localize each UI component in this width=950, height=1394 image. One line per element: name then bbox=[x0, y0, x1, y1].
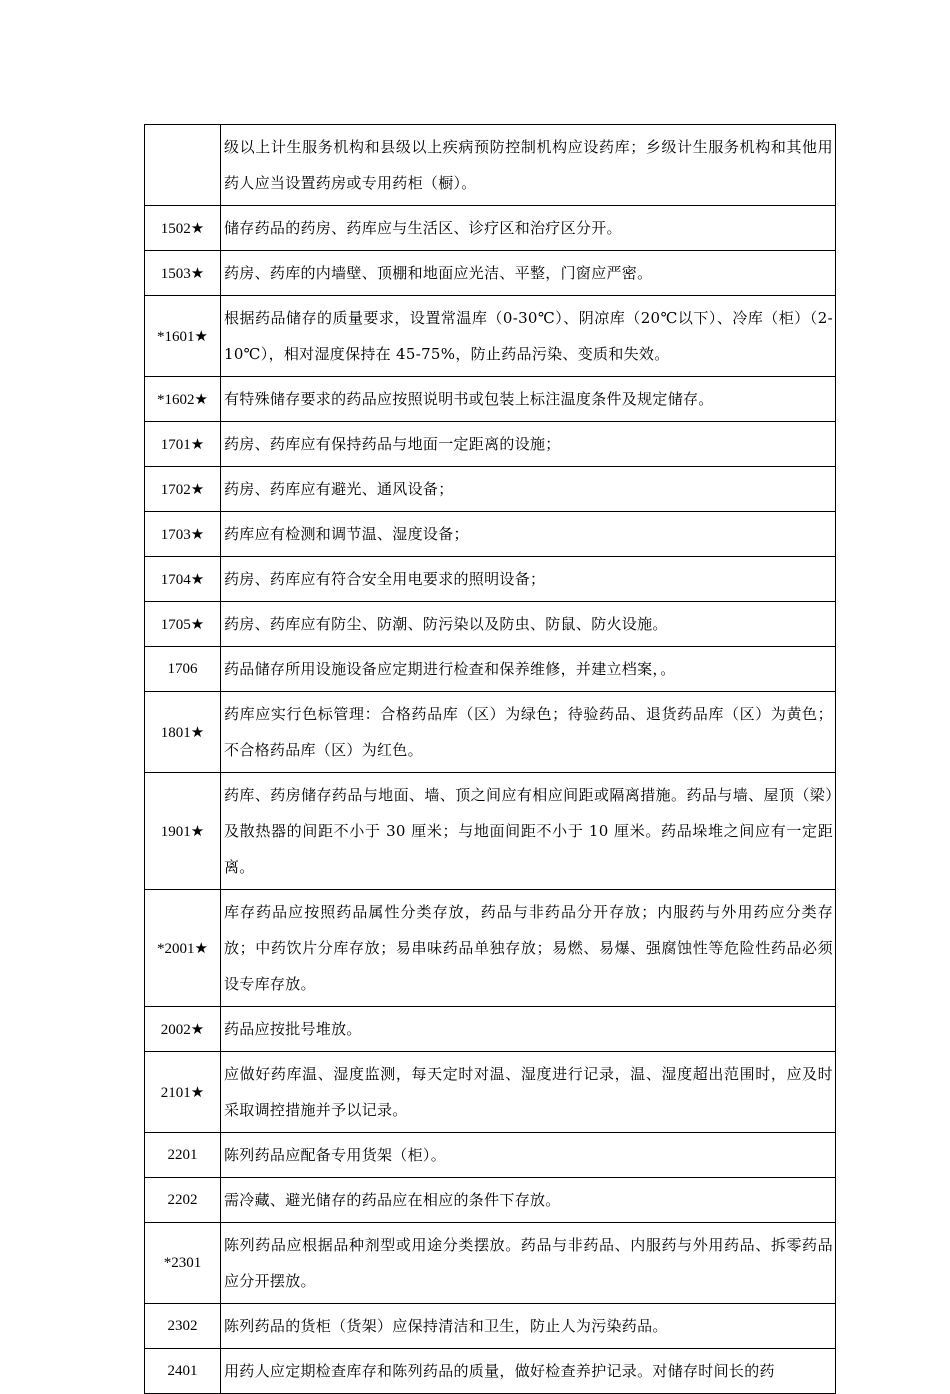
table-row bbox=[145, 296, 836, 377]
item-code-cell: *1602★ bbox=[145, 377, 221, 422]
item-requirement-cell: 用药人应定期检查库存和陈列药品的质量，做好检查养护记录。对储存时间长的药 bbox=[221, 1349, 836, 1394]
item-code-cell: 1706 bbox=[145, 647, 221, 692]
table-row bbox=[145, 692, 836, 773]
item-code-cell: 2101★ bbox=[145, 1052, 221, 1133]
item-requirement-cell: 药房、药库的内墙壁、顶棚和地面应光洁、平整，门窗应严密。 bbox=[221, 251, 836, 296]
item-requirement-cell: 陈列药品应根据品种剂型或用途分类摆放。药品与非药品、内服药与外用药品、拆零药品应分开摆放。 bbox=[221, 1223, 836, 1304]
item-code-cell: 1704★ bbox=[145, 557, 221, 602]
item-code-cell: *2001★ bbox=[145, 890, 221, 1007]
item-code-cell: 1502★ bbox=[145, 206, 221, 251]
item-code-cell: *1601★ bbox=[145, 296, 221, 377]
table-row bbox=[145, 251, 836, 296]
item-code-cell: 1503★ bbox=[145, 251, 221, 296]
table-row bbox=[145, 1304, 836, 1349]
item-code-cell: 2302 bbox=[145, 1304, 221, 1349]
table-row bbox=[145, 557, 836, 602]
item-requirement-cell: 库存药品应按照药品属性分类存放，药品与非药品分开存放；内服药与外用药应分类存放；中药饮片分库存放；易串味药品单独存放；易燃、易爆、强腐蚀性等危险性药品必须设专库存放。 bbox=[221, 890, 836, 1007]
item-requirement-cell: 根据药品储存的质量要求，设置常温库（0-30℃）、阴凉库（20℃以下）、冷库（柜）（2-10℃），相对湿度保持在 45-75%，防止药品污染、变质和失效。 bbox=[221, 296, 836, 377]
item-requirement-cell: 有特殊储存要求的药品应按照说明书或包装上标注温度条件及规定储存。 bbox=[221, 377, 836, 422]
item-requirement-cell: 药房、药库应有符合安全用电要求的照明设备； bbox=[221, 557, 836, 602]
item-code-cell: 2002★ bbox=[145, 1007, 221, 1052]
item-requirement-cell: 陈列药品应配备专用货架（柜）。 bbox=[221, 1133, 836, 1178]
item-requirement-cell: 药库应实行色标管理：合格药品库（区）为绿色；待验药品、退货药品库（区）为黄色；不合格药品库（区）为红色。 bbox=[221, 692, 836, 773]
table-row bbox=[145, 1052, 836, 1133]
table-row bbox=[145, 206, 836, 251]
item-code-cell: 1703★ bbox=[145, 512, 221, 557]
item-code-cell: 2201 bbox=[145, 1133, 221, 1178]
table-row bbox=[145, 377, 836, 422]
item-code-cell: *2301 bbox=[145, 1223, 221, 1304]
table-row bbox=[145, 467, 836, 512]
item-requirement-cell: 药品应按批号堆放。 bbox=[221, 1007, 836, 1052]
item-requirement-cell: 药品储存所用设施设备应定期进行检查和保养维修，并建立档案，。 bbox=[221, 647, 836, 692]
table-row bbox=[145, 1007, 836, 1052]
table-row bbox=[145, 125, 836, 206]
table-row bbox=[145, 1223, 836, 1304]
item-requirement-cell: 药房、药库应有防尘、防潮、防污染以及防虫、防鼠、防火设施。 bbox=[221, 602, 836, 647]
table-row bbox=[145, 602, 836, 647]
table-row bbox=[145, 890, 836, 1007]
item-code-cell: 1702★ bbox=[145, 467, 221, 512]
item-requirement-cell: 药房、药库应有避光、通风设备； bbox=[221, 467, 836, 512]
requirements-table-body bbox=[145, 125, 836, 1394]
table-row bbox=[145, 1178, 836, 1223]
item-code-cell: 1901★ bbox=[145, 773, 221, 890]
item-requirement-cell: 陈列药品的货柜（货架）应保持清洁和卫生，防止人为污染药品。 bbox=[221, 1304, 836, 1349]
table-row bbox=[145, 1133, 836, 1178]
item-requirement-cell: 需冷藏、避光储存的药品应在相应的条件下存放。 bbox=[221, 1178, 836, 1223]
item-code-cell: 1801★ bbox=[145, 692, 221, 773]
item-requirement-cell: 储存药品的药房、药库应与生活区、诊疗区和治疗区分开。 bbox=[221, 206, 836, 251]
item-code-cell: 1705★ bbox=[145, 602, 221, 647]
table-row bbox=[145, 512, 836, 557]
item-requirement-cell: 药库、药房储存药品与地面、墙、顶之间应有相应间距或隔离措施。药品与墙、屋顶（梁）及散热器的间距不小于 30 厘米；与地面间距不小于 10 厘米。药品垛堆之间应有一定距离。 bbox=[221, 773, 836, 890]
table-row bbox=[145, 422, 836, 467]
requirements-table bbox=[144, 124, 836, 1394]
item-code-cell: 1701★ bbox=[145, 422, 221, 467]
item-requirement-cell: 应做好药库温、湿度监测，每天定时对温、湿度进行记录，温、湿度超出范围时，应及时采取调控措施并予以记录。 bbox=[221, 1052, 836, 1133]
item-code-cell bbox=[145, 125, 221, 206]
table-row bbox=[145, 1349, 836, 1394]
item-code-cell: 2401 bbox=[145, 1349, 221, 1394]
item-requirement-cell: 级以上计生服务机构和县级以上疾病预防控制机构应设药库；乡级计生服务机构和其他用药人应当设置药房或专用药柜（橱）。 bbox=[221, 125, 836, 206]
item-requirement-cell: 药库应有检测和调节温、湿度设备； bbox=[221, 512, 836, 557]
item-code-cell: 2202 bbox=[145, 1178, 221, 1223]
table-row bbox=[145, 647, 836, 692]
table-row bbox=[145, 773, 836, 890]
item-requirement-cell: 药房、药库应有保持药品与地面一定距离的设施； bbox=[221, 422, 836, 467]
